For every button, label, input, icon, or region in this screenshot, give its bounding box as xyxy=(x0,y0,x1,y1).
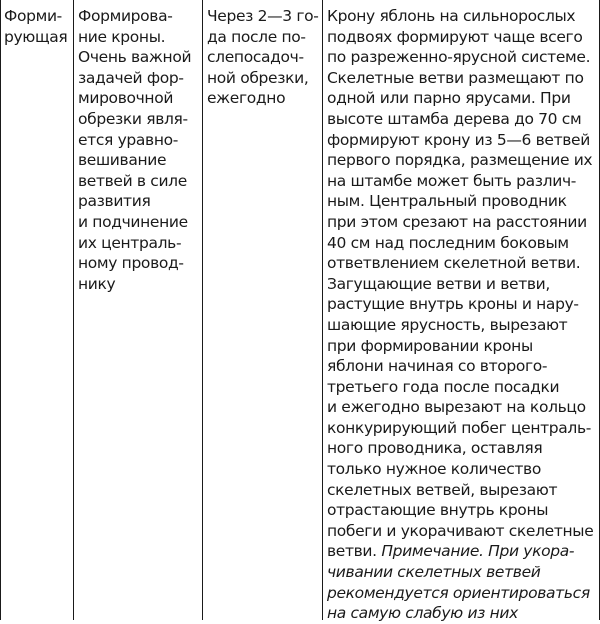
cell-line: высоте штамба дерева до 70 см xyxy=(327,109,593,130)
cell-line: третьего года после посадки xyxy=(327,377,593,398)
cell-line: Скелетные ветви размещают по xyxy=(327,68,593,89)
cell-line: яблони начиная со второго- xyxy=(327,356,593,377)
cell-line: да после по- xyxy=(207,27,319,48)
cell-line: развития xyxy=(78,191,191,212)
cell-line: и подчинение xyxy=(78,212,191,233)
cell-line: по разреженно-ярусной системе. xyxy=(327,47,593,68)
cell-line: ной обрезки, xyxy=(207,68,319,89)
cell-line: слепосадоч- xyxy=(207,47,319,68)
column-divider-left xyxy=(0,0,1,620)
cell-timing xyxy=(207,6,319,109)
cell-line: Формирова- xyxy=(78,6,191,27)
cell-line: ние кроны. xyxy=(78,27,191,48)
cell-line: рующая xyxy=(4,27,67,48)
cell-line: ответвлением скелетной ветви. xyxy=(327,253,593,274)
note-text: рекомендуется ориентироваться xyxy=(327,583,593,604)
cell-line: обрезки явля- xyxy=(78,109,191,130)
cell-stage xyxy=(4,6,67,47)
cell-line-mixed xyxy=(327,541,593,562)
cell-line: задачей фор- xyxy=(78,68,191,89)
cell-line: шающие ярусность, вырезают xyxy=(327,315,593,336)
cell-line: первого порядка, размещение их xyxy=(327,150,593,171)
cell-line: их централь- xyxy=(78,233,191,254)
column-divider-1 xyxy=(73,0,75,620)
cell-line: на штамбе может быть различ- xyxy=(327,171,593,192)
note-text: Примечание. При укора- xyxy=(381,542,574,560)
cell-line: Крону яблонь на сильнорослых xyxy=(327,6,593,27)
cell-line-plain: ветви. xyxy=(327,542,377,560)
cell-method xyxy=(327,6,593,624)
cell-line: вешивание xyxy=(78,150,191,171)
cell-line: при формировании кроны xyxy=(327,336,593,357)
cell-line: мировочной xyxy=(78,88,191,109)
cell-line: ному провод- xyxy=(78,253,191,274)
cell-line: Через 2—3 го- xyxy=(207,6,319,27)
note-text: на самую слабую из них xyxy=(327,603,593,624)
cell-line: только нужное количество xyxy=(327,459,593,480)
cell-line: ежегодно xyxy=(207,88,319,109)
cell-line: ется уравно- xyxy=(78,130,191,151)
cell-line: ным. Центральный проводник xyxy=(327,191,593,212)
column-divider-2 xyxy=(202,0,204,620)
cell-line: 40 см над последним боковым xyxy=(327,233,593,254)
note-text: чивании скелетных ветвей xyxy=(327,562,593,583)
cell-line: ветвей в силе xyxy=(78,171,191,192)
cell-line: Загущающие ветви и ветви, xyxy=(327,274,593,295)
cell-line: побеги и укорачивают скелетные xyxy=(327,521,593,542)
cell-line: нику xyxy=(78,274,191,295)
cell-line: и ежегодно вырезают на кольцо xyxy=(327,397,593,418)
cell-line: конкурирующий побег централь- xyxy=(327,418,593,439)
cell-line: подвоях формируют чаще всего xyxy=(327,27,593,48)
cell-line: формируют крону из 5—6 ветвей xyxy=(327,130,593,151)
cell-line: растущие внутрь кроны и нару- xyxy=(327,294,593,315)
cell-line: одной или парно ярусами. При xyxy=(327,88,593,109)
cell-line: Очень важной xyxy=(78,47,191,68)
cell-line: Форми- xyxy=(4,6,67,27)
cell-line: при этом срезают на расстоянии xyxy=(327,212,593,233)
cell-line: ного проводника, оставляя xyxy=(327,438,593,459)
column-divider-3 xyxy=(322,0,324,620)
cell-purpose xyxy=(78,6,191,294)
cell-line: отрастающие внутрь кроны xyxy=(327,500,593,521)
cell-line: скелетных ветвей, вырезают xyxy=(327,480,593,501)
